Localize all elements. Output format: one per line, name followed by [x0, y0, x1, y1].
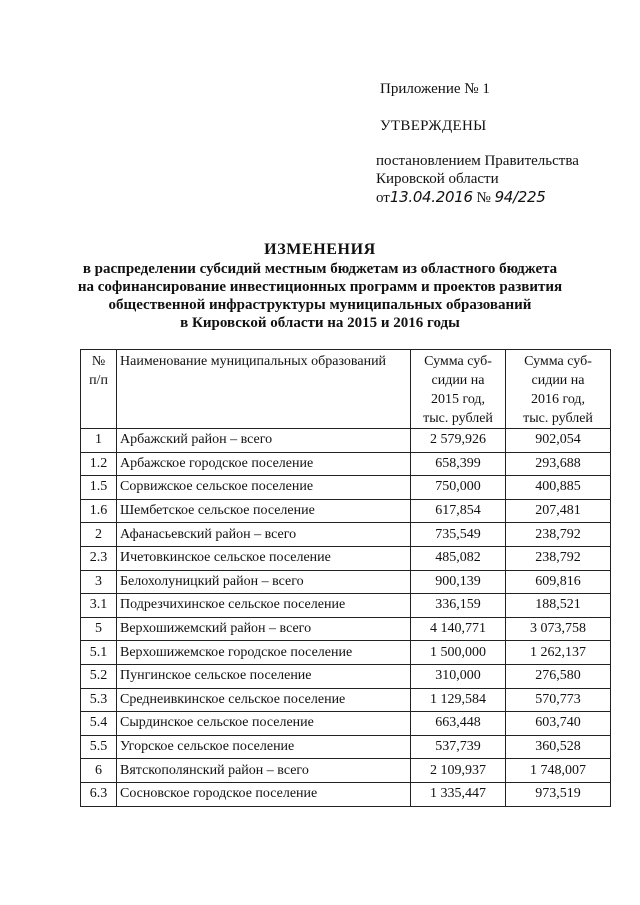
- row-no: 6: [81, 759, 117, 783]
- subsidy-table: [80, 349, 611, 807]
- header-sum-2015: Сумма суб- сидии на 2015 год, тыс. рублей: [411, 350, 506, 429]
- row-sum-2015: 617,854: [411, 499, 506, 523]
- row-sum-2015: 537,739: [411, 735, 506, 759]
- document-title: [0, 240, 640, 332]
- row-name: Сорвижское сельское поселение: [117, 476, 411, 500]
- row-sum-2015: 900,139: [411, 570, 506, 594]
- row-sum-2015: 485,082: [411, 546, 506, 570]
- row-no: 3.1: [81, 594, 117, 618]
- decree-line-1: постановлением Правительства: [376, 153, 579, 169]
- title-line-1: в распределении субсидий местным бюджетам из областного бюджета: [82, 261, 558, 277]
- header-sum-2016: Сумма суб- сидии на 2016 год, тыс. рублей: [506, 350, 611, 429]
- row-sum-2016: 609,816: [506, 570, 611, 594]
- table-row: [81, 782, 611, 806]
- row-name: Подрезчихинское сельское поселение: [117, 594, 411, 618]
- row-sum-2016: 276,580: [506, 664, 611, 688]
- row-no: 2.3: [81, 546, 117, 570]
- row-no: 1: [81, 429, 117, 453]
- header-name: Наименование муниципальных образований: [117, 350, 411, 429]
- row-name: Среднеивкинское сельское поселение: [117, 688, 411, 712]
- row-sum-2015: 4 140,771: [411, 617, 506, 641]
- header-no: № п/п: [81, 350, 117, 429]
- decree-date: 13.04.2016: [389, 188, 473, 206]
- table-row: [81, 452, 611, 476]
- row-sum-2015: 2 579,926: [411, 429, 506, 453]
- row-no: 5.4: [81, 712, 117, 736]
- table-row: [81, 664, 611, 688]
- row-no: 1.5: [81, 476, 117, 500]
- row-sum-2016: 3 073,758: [506, 617, 611, 641]
- row-sum-2016: 400,885: [506, 476, 611, 500]
- row-name: Шембетское сельское поселение: [117, 499, 411, 523]
- table-row: [81, 759, 611, 783]
- title-line-4: в Кировской области на 2015 и 2016 годы: [180, 315, 460, 331]
- row-name: Сосновское городское поселение: [117, 782, 411, 806]
- table-header-row: [81, 350, 611, 429]
- decree-line-2: Кировской области: [376, 171, 499, 187]
- row-sum-2016: 293,688: [506, 452, 611, 476]
- row-sum-2016: 902,054: [506, 429, 611, 453]
- row-no: 5.2: [81, 664, 117, 688]
- approved-label: УТВЕРЖДЕНЫ: [380, 118, 487, 134]
- row-sum-2015: 1 335,447: [411, 782, 506, 806]
- table-row: [81, 735, 611, 759]
- row-sum-2016: 238,792: [506, 523, 611, 547]
- row-no: 2: [81, 523, 117, 547]
- row-name: Вятскополянский район – всего: [117, 759, 411, 783]
- row-name: Пунгинское сельское поселение: [117, 664, 411, 688]
- row-sum-2015: 750,000: [411, 476, 506, 500]
- row-sum-2015: 336,159: [411, 594, 506, 618]
- row-name: Белохолуницкий район – всего: [117, 570, 411, 594]
- table-row: [81, 617, 611, 641]
- row-sum-2015: 663,448: [411, 712, 506, 736]
- row-no: 1.6: [81, 499, 117, 523]
- row-sum-2015: 1 129,584: [411, 688, 506, 712]
- row-no: 5.1: [81, 641, 117, 665]
- row-sum-2016: 973,519: [506, 782, 611, 806]
- table-row: [81, 641, 611, 665]
- row-name: Верхошижемский район – всего: [117, 617, 411, 641]
- row-sum-2015: 735,549: [411, 523, 506, 547]
- title-line-2: на софинансирование инвестиционных программ и проектов развития: [77, 279, 563, 295]
- table-row: [81, 594, 611, 618]
- appendix-label: Приложение № 1: [380, 81, 490, 97]
- row-no: 6.3: [81, 782, 117, 806]
- row-name: Арбажское городское поселение: [117, 452, 411, 476]
- row-no: 1.2: [81, 452, 117, 476]
- row-name: Верхошижемское городское поселение: [117, 641, 411, 665]
- row-sum-2016: 1 748,007: [506, 759, 611, 783]
- row-sum-2016: 1 262,137: [506, 641, 611, 665]
- table-row: [81, 570, 611, 594]
- row-name: Сырдинское сельское поселение: [117, 712, 411, 736]
- row-no: 3: [81, 570, 117, 594]
- row-sum-2015: 310,000: [411, 664, 506, 688]
- title-line-3: общественной инфраструктуры муниципальных образований: [108, 297, 532, 313]
- date-prefix: от: [376, 190, 390, 206]
- row-sum-2016: 603,740: [506, 712, 611, 736]
- decree-number: 94/225: [494, 188, 546, 206]
- table-row: [81, 546, 611, 570]
- row-name: Арбажский район – всего: [117, 429, 411, 453]
- row-name: Угорское сельское поселение: [117, 735, 411, 759]
- row-no: 5: [81, 617, 117, 641]
- table-row: [81, 476, 611, 500]
- table-row: [81, 688, 611, 712]
- table-row: [81, 712, 611, 736]
- row-sum-2016: 238,792: [506, 546, 611, 570]
- table-row: [81, 523, 611, 547]
- row-sum-2016: 570,773: [506, 688, 611, 712]
- row-name: Ичетовкинское сельское поселение: [117, 546, 411, 570]
- title-main: ИЗМЕНЕНИЯ: [264, 241, 376, 258]
- row-no: 5.5: [81, 735, 117, 759]
- decree-date-line: [376, 188, 579, 206]
- table-row: [81, 499, 611, 523]
- row-sum-2015: 658,399: [411, 452, 506, 476]
- table-row: [81, 429, 611, 453]
- row-no: 5.3: [81, 688, 117, 712]
- row-sum-2015: 2 109,937: [411, 759, 506, 783]
- row-name: Афанасьевский район – всего: [117, 523, 411, 547]
- number-prefix: №: [476, 190, 491, 206]
- row-sum-2016: 207,481: [506, 499, 611, 523]
- row-sum-2015: 1 500,000: [411, 641, 506, 665]
- row-sum-2016: 188,521: [506, 594, 611, 618]
- decree-block: [376, 152, 579, 206]
- row-sum-2016: 360,528: [506, 735, 611, 759]
